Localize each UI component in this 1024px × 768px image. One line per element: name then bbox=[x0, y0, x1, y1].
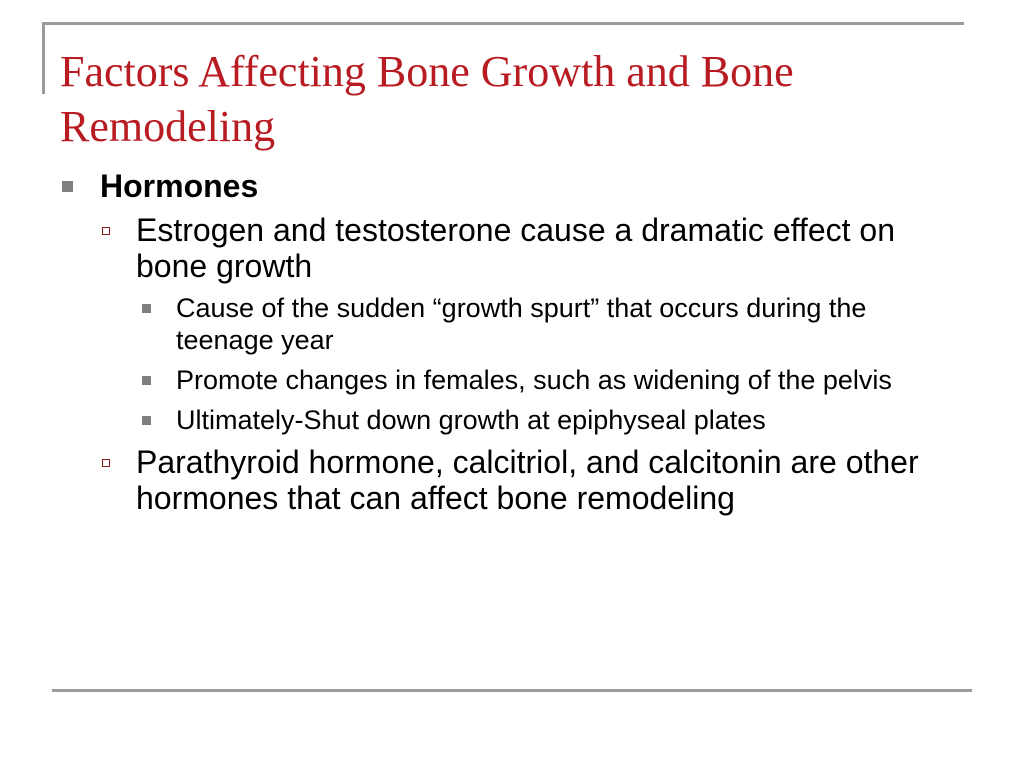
frame-top-line bbox=[42, 22, 964, 25]
box-bullet-icon bbox=[102, 459, 110, 467]
bullet-epiphyseal-text: Ultimately-Shut down growth at epiphyseal plates bbox=[176, 405, 766, 435]
slide-title: Factors Affecting Bone Growth and Bone Remodeling bbox=[60, 47, 794, 151]
bullet-hormones bbox=[62, 168, 962, 204]
square-bullet-icon bbox=[142, 376, 151, 385]
bullet-growth-spurt bbox=[62, 292, 962, 356]
box-bullet-icon bbox=[102, 227, 110, 235]
square-bullet-icon bbox=[142, 416, 151, 425]
frame-left-line bbox=[42, 22, 45, 94]
bullet-parathyroid bbox=[62, 444, 962, 516]
bullet-pelvis-text: Promote changes in females, such as widening of the pelvis bbox=[176, 365, 892, 395]
bullet-estrogen bbox=[62, 212, 962, 284]
bullet-epiphyseal bbox=[62, 404, 962, 436]
bullet-estrogen-text: Estrogen and testosterone cause a dramatic effect on bone growth bbox=[136, 212, 895, 284]
frame-bottom-line bbox=[52, 689, 972, 692]
bullet-parathyroid-text: Parathyroid hormone, calcitriol, and calcitonin are other hormones that can affect bone remodeling bbox=[136, 444, 919, 516]
bullet-growth-spurt-text: Cause of the sudden “growth spurt” that occurs during the teenage year bbox=[176, 293, 867, 355]
bullet-pelvis bbox=[62, 364, 962, 396]
bullet-hormones-text: Hormones bbox=[100, 168, 259, 204]
slide-body bbox=[62, 168, 962, 524]
square-bullet-icon bbox=[62, 181, 73, 192]
square-bullet-icon bbox=[142, 304, 151, 313]
